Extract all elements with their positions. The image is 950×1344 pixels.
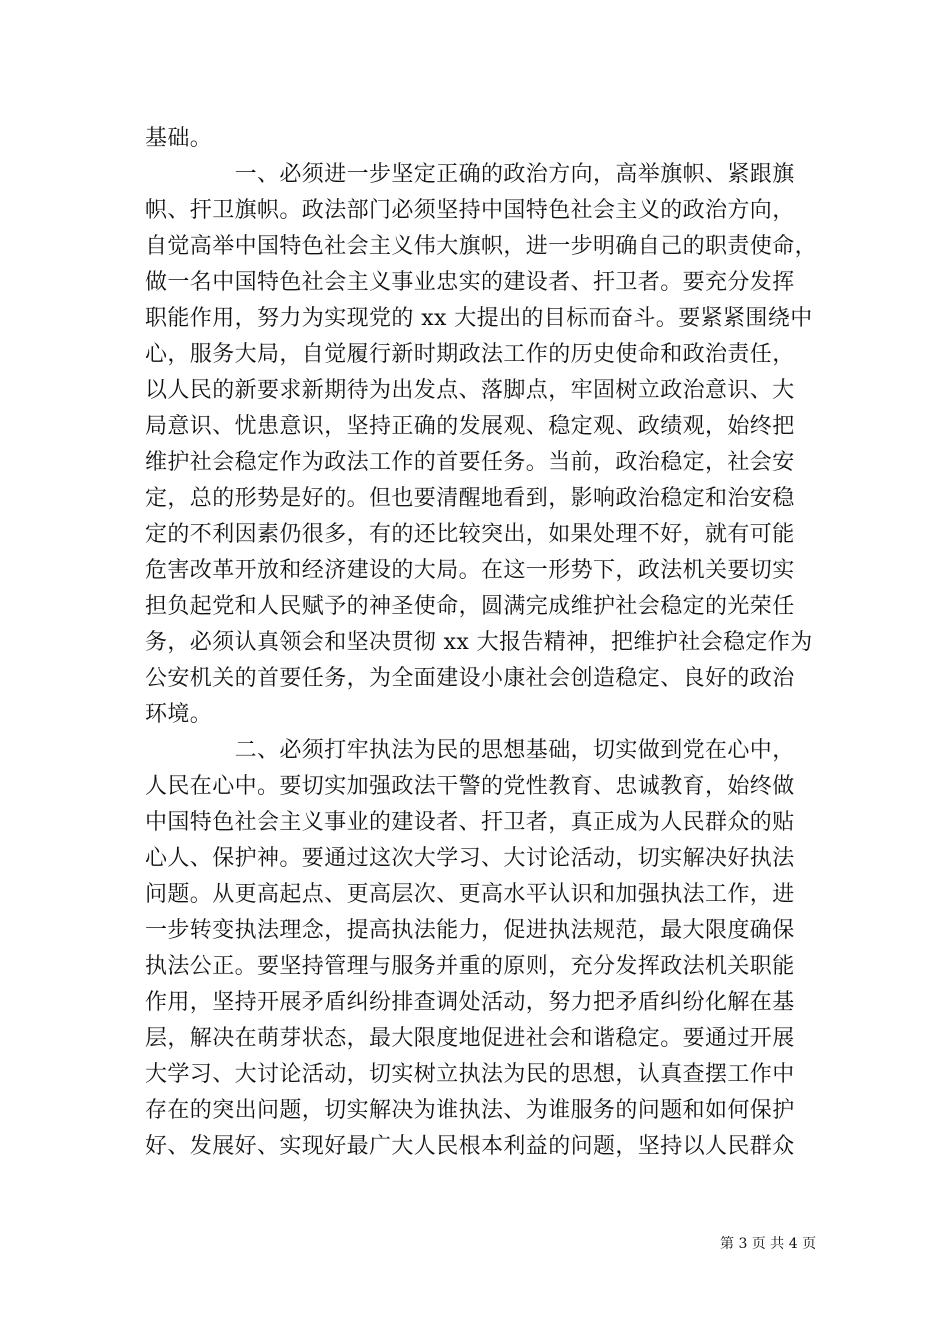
text-line: 一步转变执法理念，提高执法能力，促进执法规范，最大限度确保 (145, 918, 795, 943)
text-line: 作用，坚持开展矛盾纠纷排查调处活动，努力把矛盾纠纷化解在基 (145, 990, 795, 1015)
text-line: 问题。从更高起点、更高层次、更高水平认识和加强执法工作，进 (145, 882, 795, 907)
text-line: 存在的突出问题，切实解决为谁执法、为谁服务的问题和如何保护 (145, 1098, 795, 1123)
text-line: 一、必须进一步坚定正确的政治方向，高举旗帜、紧跟旗 (145, 162, 795, 187)
text-line: 环境。 (145, 702, 213, 727)
page-number-footer: 第 3 页 共 4 页 (720, 1236, 817, 1252)
text-line: 层，解决在萌芽状态，最大限度地促进社会和谐稳定。要通过开展 (145, 1026, 795, 1051)
text-line: 危害改革开放和经济建设的大局。在这一形势下，政法机关要切实 (145, 558, 795, 583)
text-line: 自觉高举中国特色社会主义伟大旗帜，进一步明确自己的职责使命， (145, 234, 818, 259)
text-line: 定的不利因素仍很多，有的还比较突出，如果处理不好，就有可能 (145, 522, 795, 547)
text-line: 维护社会稳定作为政法工作的首要任务。当前，政治稳定，社会安 (145, 450, 795, 475)
text-line: 担负起党和人民赋予的神圣使命，圆满完成维护社会稳定的光荣任 (145, 594, 795, 619)
text-line: 执法公正。要坚持管理与服务并重的原则，充分发挥政法机关职能 (145, 954, 795, 979)
text-line: 好、发展好、实现好最广大人民根本利益的问题，坚持以人民群众 (145, 1134, 795, 1159)
text-line: 职能作用，努力为实现党的 xx 大提出的目标而奋斗。要紧紧围绕中 (145, 306, 813, 331)
text-line: 二、必须打牢执法为民的思想基础，切实做到党在心中， (145, 738, 795, 763)
text-line: 务，必须认真领会和坚决贯彻 xx 大报告精神，把维护社会稳定作为 (145, 630, 813, 655)
text-line: 心人、保护神。要通过这次大学习、大讨论活动，切实解决好执法 (145, 846, 795, 871)
text-line: 中国特色社会主义事业的建设者、扞卫者，真正成为人民群众的贴 (145, 810, 795, 835)
text-line: 人民在心中。要切实加强政法干警的党性教育、忠诚教育，始终做 (145, 774, 795, 799)
text-line: 基础。 (145, 126, 213, 151)
text-line: 以人民的新要求新期待为出发点、落脚点，牢固树立政治意识、大 (145, 378, 795, 403)
text-line: 帜、扞卫旗帜。政法部门必须坚持中国特色社会主义的政治方向， (145, 198, 795, 223)
text-line: 公安机关的首要任务，为全面建设小康社会创造稳定、良好的政治 (145, 666, 795, 691)
text-line: 做一名中国特色社会主义事业忠实的建设者、扞卫者。要充分发挥 (145, 270, 795, 295)
text-line: 大学习、大讨论活动，切实树立执法为民的思想，认真查摆工作中 (145, 1062, 795, 1087)
text-line: 心，服务大局，自觉履行新时期政法工作的历史使命和政治责任， (145, 342, 795, 367)
text-line: 局意识、忧患意识，坚持正确的发展观、稳定观、政绩观，始终把 (145, 414, 795, 439)
text-line: 定，总的形势是好的。但也要清醒地看到，影响政治稳定和治安稳 (145, 486, 795, 511)
